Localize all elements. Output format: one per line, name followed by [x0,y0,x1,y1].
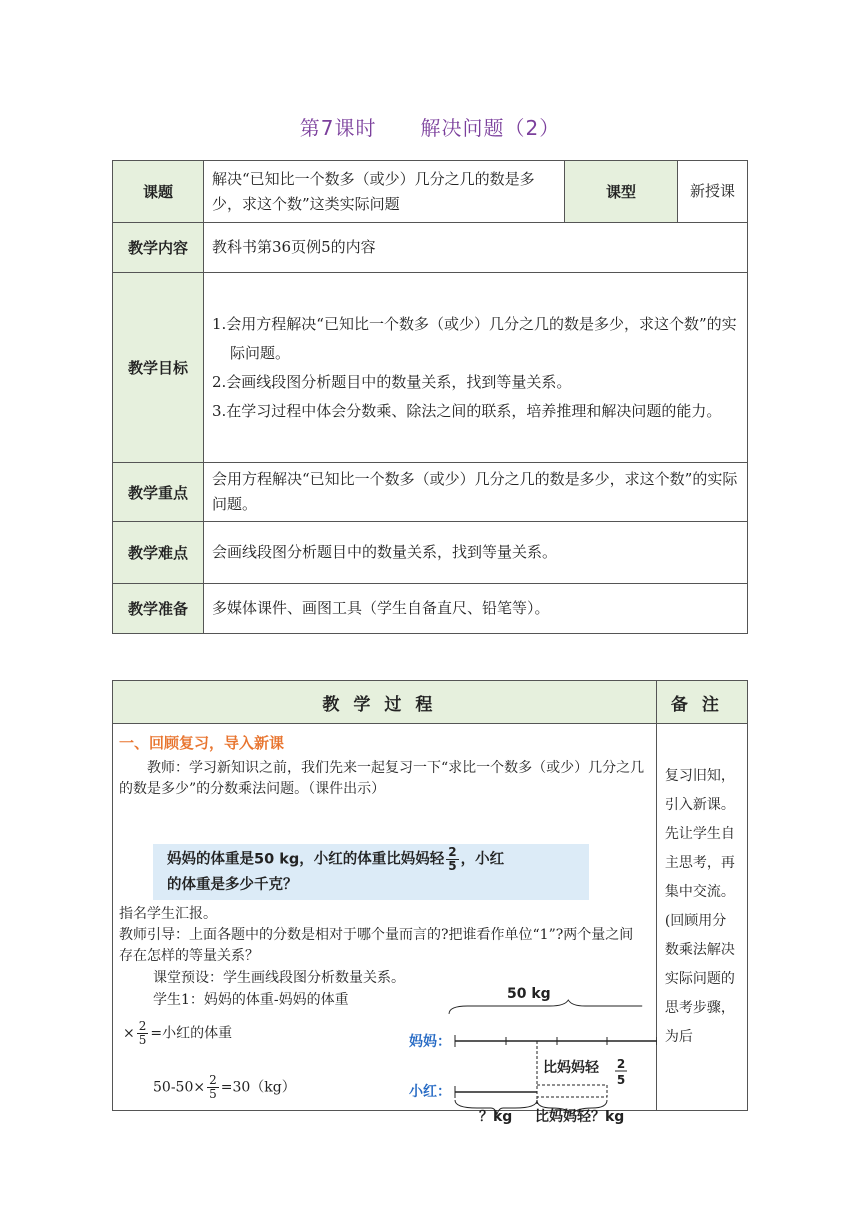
difficulty-value: 会画线段图分析题目中的数量关系，找到等量关系。 [204,522,748,584]
goal-item: 3.在学习过程中体会分数乘、除法之间的联系，培养推理和解决问题的能力。 [212,401,722,420]
label-subject: 课题 [113,161,204,223]
lighter-label: 比妈妈轻 [543,1060,599,1076]
fraction-den: 5 [616,1073,626,1087]
lesson-topic: 解决问题（2） [420,116,561,140]
lighter-segment [537,1085,607,1097]
fraction-num: 2 [616,1057,626,1071]
section-title: 一、回顾复习，导入新课 [119,734,285,752]
process-header: 教学过程 [113,681,657,724]
problem-box: 妈妈的体重是50 kg，小红的体重比妈妈轻 $\frac{2}{5}$ ，小红 的体重是多少千克？ [153,844,589,900]
total-label: 50 kg [507,986,551,1002]
lighter-unknown: 比妈妈轻？kg [535,1109,625,1125]
goal-item: 2.会画线段图分析题目中的数量关系，找到等量关系。 [212,372,572,391]
total-brace [449,1000,642,1014]
paragraph: 教师：学习新知识之前，我们先来一起复习一下“求比一个数多（或少）几分之几的数是多少”的分数乘法问题。（课件出示） [119,760,645,797]
label-goals: 教学目标 [113,273,204,463]
equation-line: × $\frac{2}{5}$ =小红的体重 [123,1019,233,1047]
line-segment-diagram [407,974,657,1124]
label-content: 教学内容 [113,223,204,273]
fraction: $\frac{2}{5}$ [138,1019,147,1047]
goals-cell [204,273,748,463]
process-table [112,680,748,1125]
mom-label: 妈妈： [409,1034,451,1050]
content-value: 教科书第36页例5的内容 [204,223,748,273]
label-key-points: 教学重点 [113,463,204,522]
fraction: $\frac{2}{5}$ [209,1073,217,1101]
fraction: $\frac{2}{5}$ [448,845,457,873]
note-header: 备注 [656,681,747,724]
page-title [0,112,860,141]
label-difficulty: 教学难点 [113,522,204,584]
unknown-kg: ？kg [479,1109,513,1125]
key-points-value: 会用方程解决“已知比一个数多（或少）几分之几的数是多少，求这个数”的实际问题。 [204,463,748,522]
paragraph: 教师引导：上面各题中的分数是相对于哪个量而言的?把谁看作单位“1”?两个量之间存在怎样的等量关系？ [119,927,634,964]
process-content [113,724,657,1125]
subject-value: 解决“已知比一个数多（或少）几分之几的数是多少，求这个数”这类实际问题 [204,161,565,223]
goal-item: 1.会用方程解决“已知比一个数多（或少）几分之几的数是多少，求这个数”的实际问题。 [212,314,737,362]
preparation-value: 多媒体课件、画图工具（学生自备直尺、铅笔等）。 [204,584,748,634]
lesson-info-table [112,160,748,634]
lesson-number: 第7课时 [299,116,377,140]
note-content: 复习旧知，引入新课。先让学生自主思考，再集中交流。(回顾用分数乘法解决实际问题的思考步骤，为后 [656,724,747,1111]
paragraph: 课堂预设：学生画线段图分析数量关系。 [153,970,405,986]
goals-list [212,310,739,426]
calculation-line: 50-50× $\frac{2}{5}$ =30（kg） [153,1073,296,1101]
label-type: 课型 [565,161,678,223]
paragraph: 指名学生汇报。 [119,906,217,922]
xh-label: 小红： [409,1084,451,1100]
paragraph: 学生1：妈妈的体重-妈妈的体重 [153,992,349,1008]
type-value: 新授课 [678,161,748,223]
label-preparation: 教学准备 [113,584,204,634]
